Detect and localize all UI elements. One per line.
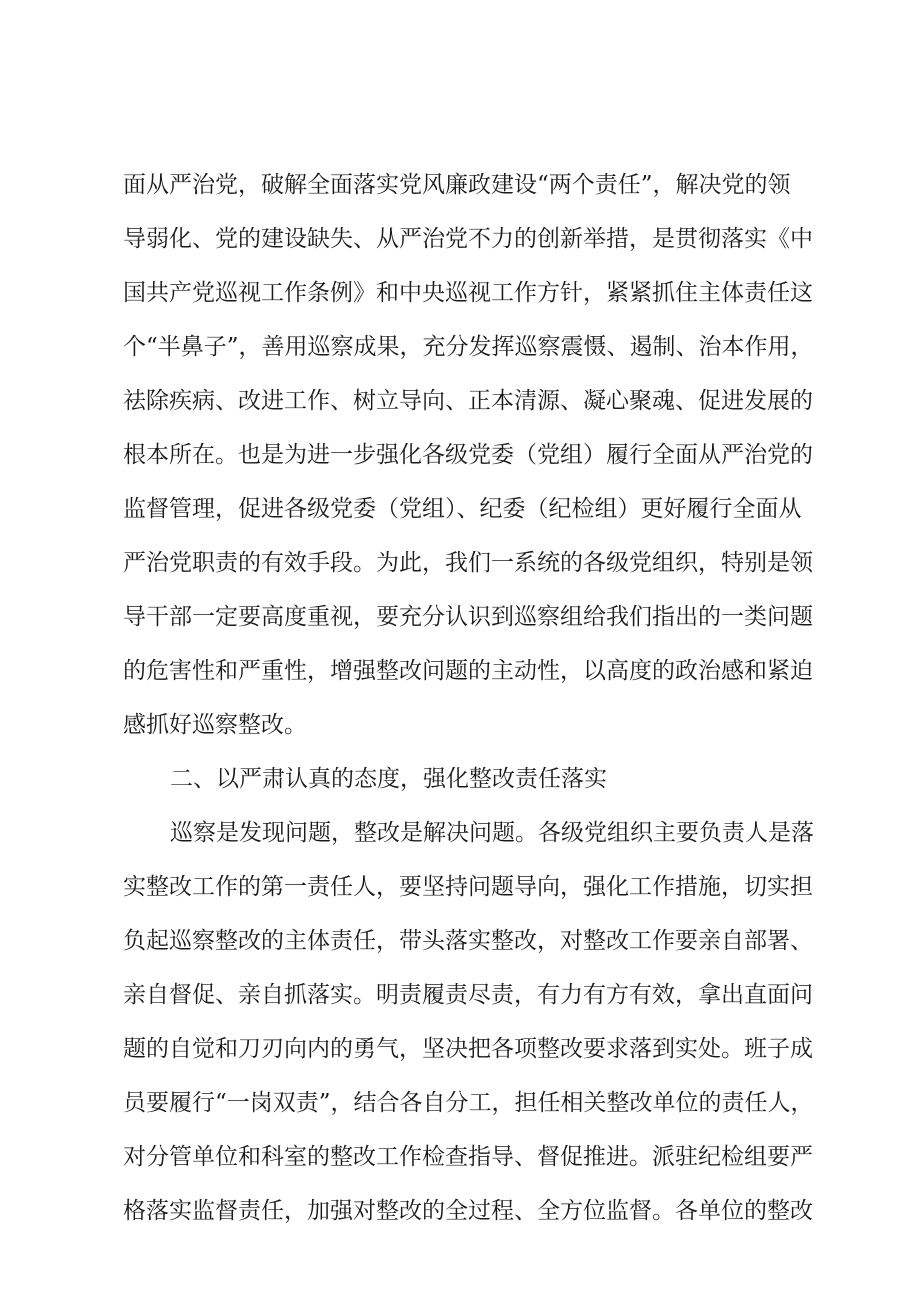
paragraph2-line-4: 亲自督促、亲自抓落实。明责履责尽责，有力有方有效，拿出直面问 xyxy=(123,982,813,1008)
paragraph2-line-8: 格落实监督责任，加强对整改的全过程、全方位监督。各单位的整改 xyxy=(123,1198,813,1224)
paragraph2-line-1: 巡察是发现问题，整改是解决问题。各级党组织主要负责人是落 xyxy=(170,820,814,846)
paragraph2-line-2: 实整改工作的第一责任人，要坚持问题导向，强化工作措施，切实担 xyxy=(123,874,813,900)
paragraph2-line-7: 对分管单位和科室的整改工作检查指导、督促推进。派驻纪检组要严 xyxy=(123,1144,813,1170)
paragraph1-line-3: 国共产党巡视工作条例》和中央巡视工作方针，紧紧抓住主体责任这 xyxy=(123,280,813,306)
paragraph1-line-9: 导干部一定要高度重视，要充分认识到巡察组给我们指出的一类问题 xyxy=(123,604,813,630)
paragraph1-line-8: 严治党职责的有效手段。为此，我们一系统的各级党组织，特别是领 xyxy=(123,550,813,576)
paragraph1-line-11: 感抓好巡察整改。 xyxy=(123,712,307,738)
paragraph2-line-6: 员要履行“一岗双责”，结合各自分工，担任相关整改单位的责任人， xyxy=(123,1090,814,1116)
paragraph1-line-7: 监督管理，促进各级党委（党组）、纪委（纪检组）更好履行全面从 xyxy=(123,496,802,522)
paragraph1-line-2: 导弱化、党的建设缺失、从严治党不力的创新举措，是贯彻落实《中 xyxy=(123,226,813,252)
paragraph2-line-5: 题的自觉和刀刃向内的勇气，坚决把各项整改要求落到实处。班子成 xyxy=(123,1036,813,1062)
paragraph2-line-3: 负起巡察整改的主体责任，带头落实整改，对整改工作要亲自部署、 xyxy=(123,928,813,954)
paragraph1-line-5: 祛除疾病、改进工作、树立导向、正本清源、凝心聚魂、促进发展的 xyxy=(123,388,813,414)
paragraph1-line-6: 根本所在。也是为进一步强化各级党委（党组）履行全面从严治党的 xyxy=(123,442,813,468)
section-heading-2: 二、以严肃认真的态度，强化整改责任落实 xyxy=(170,766,607,792)
paragraph1-line-10: 的危害性和严重性，增强整改问题的主动性，以高度的政治感和紧迫 xyxy=(123,658,813,684)
paragraph1-line-1: 面从严治党，破解全面落实党风廉政建设“两个责任”，解决党的领 xyxy=(123,172,791,198)
paragraph1-line-4: 个“半鼻子”，善用巡察成果，充分发挥巡察震慑、遏制、治本作用， xyxy=(123,334,814,360)
